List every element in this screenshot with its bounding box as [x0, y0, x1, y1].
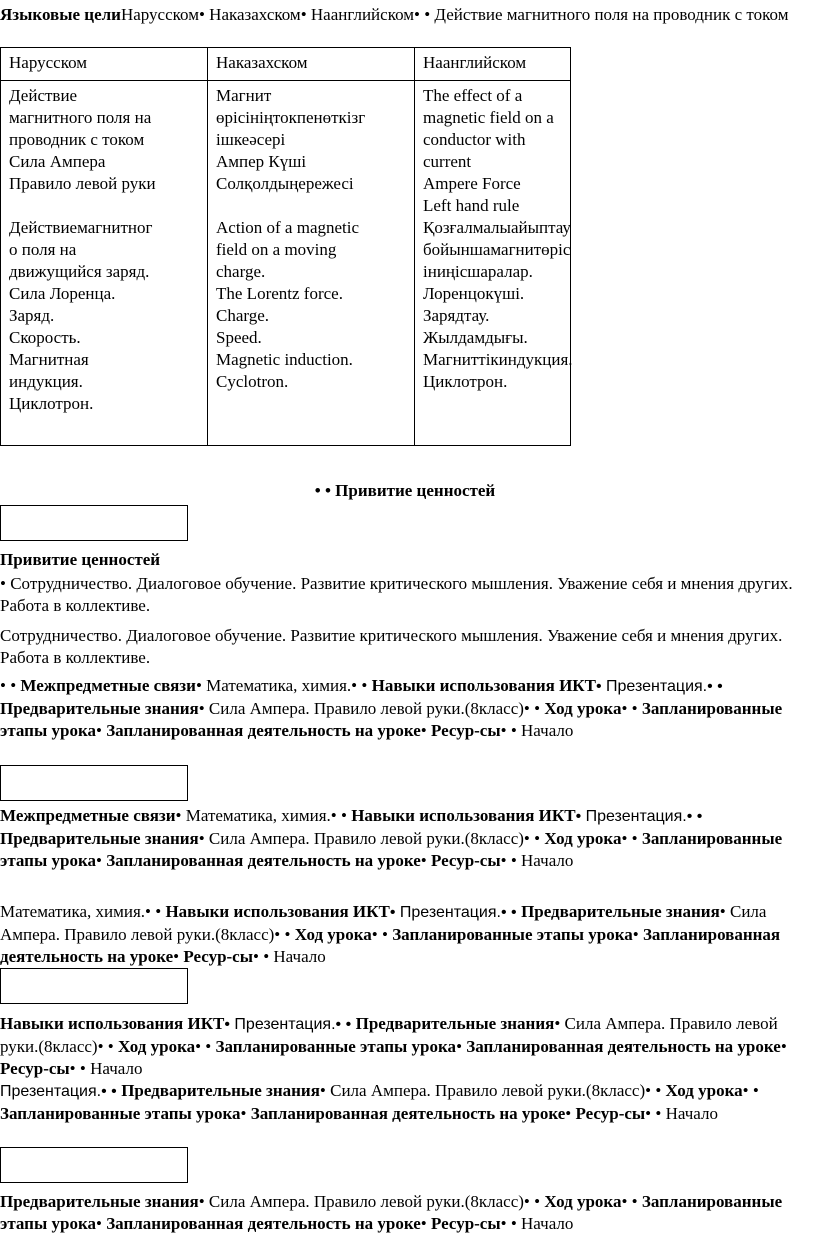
planned-stages-label: Запланированные этапы урока: [0, 699, 783, 740]
cell-gap: [216, 195, 406, 217]
cell-line: field on a moving: [216, 240, 337, 259]
text: Презентация.• •: [0, 1083, 122, 1100]
text: •: [240, 1104, 251, 1123]
resources-label: Ресур-сы: [430, 721, 501, 740]
cell-line: Действие: [9, 86, 78, 105]
cell-line: Ампер Күші: [216, 152, 307, 171]
cell-line: Магниттікиндукция.: [423, 350, 573, 369]
text: •: [96, 1214, 107, 1233]
cell-line: Қозғалмалыайыптау: [423, 218, 571, 237]
cell-line: Циклотрон.: [9, 394, 94, 413]
cell-line: Магнитная: [9, 350, 89, 369]
text: •: [565, 1104, 576, 1123]
text: • Презентация.• •: [224, 1016, 356, 1033]
prior-knowledge-label: Предварительные знания: [121, 1081, 320, 1100]
resources-label: Ресур-сы: [575, 1104, 646, 1123]
language-table: [0, 47, 571, 446]
cell-line: Зарядтау.: [423, 306, 490, 325]
lesson-info-paragraph: [0, 901, 810, 968]
text: •: [780, 1037, 787, 1056]
cell-line: current: [423, 152, 472, 171]
text: • Презентация.• •: [389, 904, 522, 921]
text: • •: [195, 1037, 216, 1056]
cell-line: Magnetic induction.: [216, 350, 353, 369]
cell-line: Сила Ампера: [9, 152, 106, 171]
lesson-info-paragraph: [0, 805, 810, 872]
values-text: • Сотрудничество. Диалоговое обучение. Развитие критического мышления. Уважение себя и мнения других. Работа в коллективе.: [0, 574, 793, 615]
prior-knowledge-label: Предварительные знания: [0, 829, 199, 848]
text: • Математика, химия.• •: [195, 676, 372, 695]
empty-box: [0, 505, 188, 541]
empty-box: [0, 968, 188, 1004]
cell-line: ішкеәсері: [216, 130, 286, 149]
text: • •: [621, 1192, 642, 1211]
text: • Сила Ампера. Правило левой руки.(8класс)• •: [0, 902, 767, 944]
planned-stages-label: Запланированные этапы урока: [215, 1037, 457, 1056]
ict-label: Навыки использования ИКТ: [371, 676, 596, 695]
lesson-flow-label: Ход урока: [544, 699, 622, 718]
text: • Презентация.• •: [595, 678, 723, 695]
text: • Презентация.• •: [575, 808, 703, 825]
cell-line: Left hand rule: [423, 196, 520, 215]
cell-line: The effect of a: [423, 86, 523, 105]
resources-label: Ресур-сы: [0, 1059, 70, 1078]
text: • Сила Ампера. Правило левой руки.(8класс)• •: [198, 1192, 545, 1211]
text: • • Начало: [69, 1059, 143, 1078]
cell-line: The Lorentz force.: [216, 284, 343, 303]
planned-stages-label: Запланированные этапы урока: [0, 1192, 783, 1233]
text: • Сила Ампера. Правило левой руки.(8класс)• •: [319, 1081, 666, 1100]
text: • •: [371, 925, 393, 944]
table-row: [1, 81, 571, 446]
text: • • Начало: [500, 1214, 574, 1233]
cell-line: Жылдамдығы.: [423, 328, 528, 347]
cell-line: Speed.: [216, 328, 262, 347]
cell-line: Charge.: [216, 306, 270, 325]
language-goals-text: Нарусском• Наказахском• Наанглийском• • Действие магнитного поля на проводник с током: [120, 5, 789, 24]
text: •: [173, 947, 184, 966]
text: •: [420, 1214, 431, 1233]
cell-line: Лоренцокүші.: [423, 284, 525, 303]
cell-line: өрісініңтокпенөткізг: [216, 108, 366, 127]
planned-stages-label: Запланированные этапы урока: [392, 925, 633, 944]
planned-activity-label: Запланированная деятельность на уроке: [466, 1037, 781, 1056]
lesson-info-paragraph: [0, 1191, 810, 1235]
cell-line: Cyclotron.: [216, 372, 289, 391]
lesson-info-paragraph: [0, 1013, 810, 1080]
lesson-flow-label: Ход урока: [544, 829, 622, 848]
cross-subject-label: Межпредметные связи: [20, 676, 196, 695]
cell-line: Магнит: [216, 86, 272, 105]
prior-knowledge-label: Предварительные знания: [521, 902, 720, 921]
cell-line: о поля на: [9, 240, 77, 259]
text: •: [456, 1037, 467, 1056]
lesson-flow-label: Ход урока: [665, 1081, 743, 1100]
resources-label: Ресур-сы: [430, 1214, 501, 1233]
cell-line: conductor with: [423, 130, 526, 149]
text: • Математика, химия.• •: [175, 806, 352, 825]
text: Математика, химия.• •: [0, 902, 166, 921]
values-heading: • • Привитие ценностей: [314, 481, 496, 500]
resources-label: Ресур-сы: [430, 851, 501, 870]
header-russian: Нарусском: [1, 48, 208, 81]
table-header-row: [1, 48, 571, 81]
header-kazakh: Наказахском: [208, 48, 415, 81]
prior-knowledge-label: Предварительные знания: [0, 699, 199, 718]
header-english: Наанглийском: [415, 48, 571, 81]
text: • Сила Ампера. Правило левой руки.(8класс)• •: [198, 829, 545, 848]
cell-line: Заряд.: [9, 306, 55, 325]
planned-stages-label: Запланированные этапы урока: [0, 1104, 241, 1123]
cell-line: magnetic field on a: [423, 108, 554, 127]
planned-activity-label: Запланированная деятельность на уроке: [250, 1104, 566, 1123]
column-kazakh: [208, 81, 415, 446]
planned-activity-label: Запланированная деятельность на уроке: [106, 721, 421, 740]
cell-line: Сила Лоренца.: [9, 284, 116, 303]
text: • •: [621, 829, 642, 848]
cell-line: іниңісшаралар.: [423, 262, 533, 281]
empty-box: [0, 765, 188, 801]
planned-activity-label: Запланированная деятельность на уроке: [106, 851, 421, 870]
cell-line: Скорость.: [9, 328, 81, 347]
prior-knowledge-label: Предварительные знания: [0, 1192, 199, 1211]
cell-line: бойыншамагнитөріс: [423, 240, 571, 259]
cell-line: Правило левой руки: [9, 174, 156, 193]
cell-line: Ampere Force: [423, 174, 521, 193]
lesson-flow-label: Ход урока: [118, 1037, 196, 1056]
planned-stages-label: Запланированные этапы урока: [0, 829, 783, 870]
text: •: [420, 721, 431, 740]
text: • • Начало: [253, 947, 326, 966]
ict-label: Навыки использования ИКТ: [0, 1014, 225, 1033]
bullet: • •: [0, 676, 21, 695]
cell-line: индукция.: [9, 372, 83, 391]
text: •: [96, 851, 107, 870]
language-goals-line: [0, 4, 810, 26]
column-russian: [1, 81, 208, 446]
text: • Сила Ампера. Правило левой руки.(8класс)• •: [198, 699, 545, 718]
text: •: [96, 721, 107, 740]
cell-line: Циклотрон.: [423, 372, 508, 391]
empty-box: [0, 1147, 188, 1183]
text: • • Начало: [645, 1104, 718, 1123]
values-title: Привитие ценностей: [0, 550, 161, 569]
cell-line: charge.: [216, 262, 266, 281]
planned-activity-label: Запланированная деятельность на уроке: [0, 925, 781, 966]
planned-activity-label: Запланированная деятельность на уроке: [106, 1214, 421, 1233]
cell-line: движущийся заряд.: [9, 262, 150, 281]
ict-label: Навыки использования ИКТ: [351, 806, 576, 825]
text: • • Начало: [500, 721, 574, 740]
ict-label: Навыки использования ИКТ: [165, 902, 390, 921]
column-english: [415, 81, 571, 446]
cell-line: Действиемагнитног: [9, 218, 153, 237]
text: • •: [621, 699, 642, 718]
cell-line: проводник с током: [9, 130, 145, 149]
language-goals-label: Языковые цели: [0, 5, 121, 24]
text: • •: [742, 1081, 759, 1100]
cell-line: магнитного поля на: [9, 108, 152, 127]
text: • • Начало: [500, 851, 574, 870]
text: •: [632, 925, 643, 944]
prior-knowledge-label: Предварительные знания: [355, 1014, 555, 1033]
resources-label: Ресур-сы: [183, 947, 253, 966]
lesson-info-paragraph: [0, 675, 810, 742]
values-text-repeat: Сотрудничество. Диалоговое обучение. Развитие критического мышления. Уважение себя и мнения других. Работа в коллективе.: [0, 626, 783, 667]
cell-line: Action of a magnetic: [216, 218, 360, 237]
lesson-info-paragraph: [0, 1080, 810, 1125]
text: •: [420, 851, 431, 870]
cross-subject-label: Межпредметные связи: [0, 806, 176, 825]
cell-line: Солқолдыңережесі: [216, 174, 354, 193]
lesson-flow-label: Ход урока: [544, 1192, 622, 1211]
cell-gap: [9, 195, 199, 217]
lesson-flow-label: Ход урока: [294, 925, 372, 944]
text: • Сила Ампера. Правило левой руки.(8класс)• •: [0, 1014, 778, 1056]
